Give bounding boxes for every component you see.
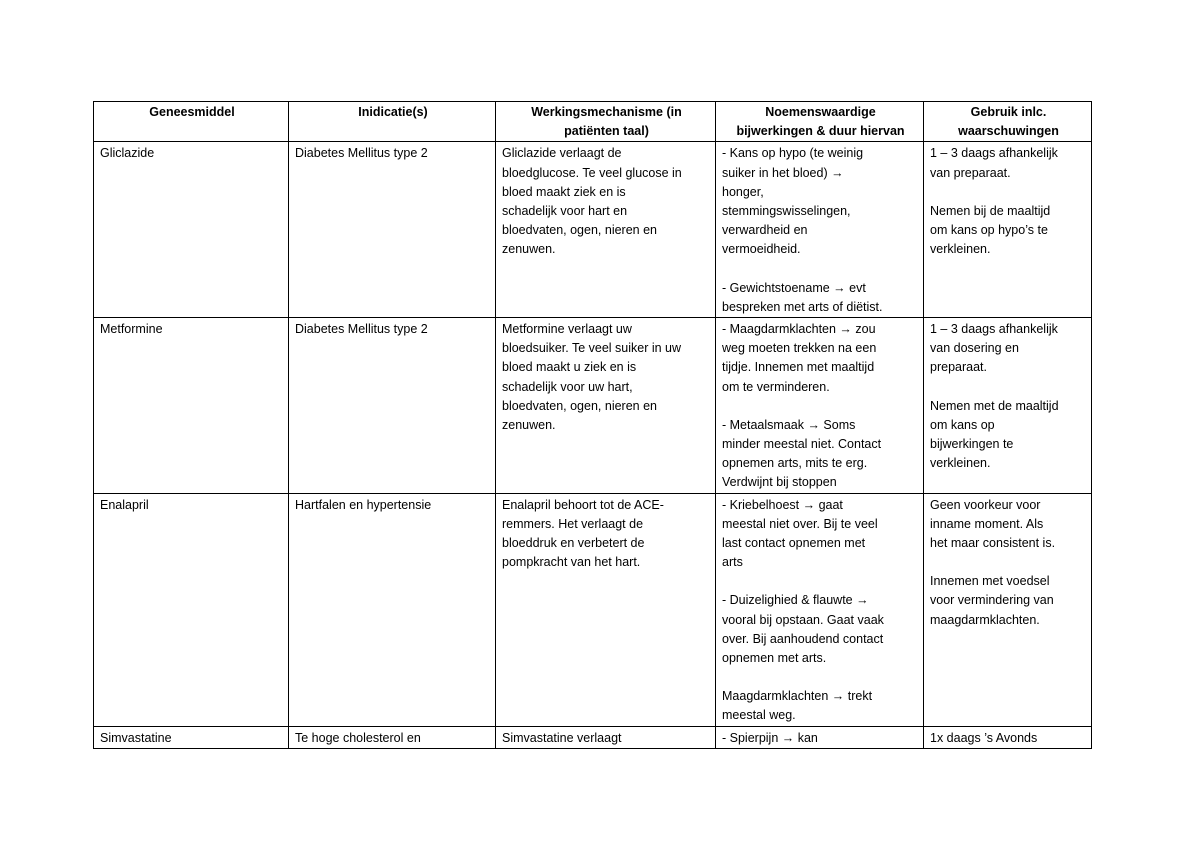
side-effects-cell	[716, 142, 924, 318]
indication-cell: Hartfalen en hypertensie	[289, 493, 496, 726]
table-row	[94, 726, 1092, 748]
side-effects-cell	[716, 318, 924, 494]
usage-paragraph: Nemen bij de maaltijd om kans op hypo’s te verkleinen.	[930, 203, 1051, 257]
side-effect-paragraph: - Maagdarmklachten → zou weg moeten trekken na een tijdje. Innemen met maaltijd om te verminderen.	[722, 322, 877, 394]
side-effect-paragraph: - Kriebelhoest → gaat meestal niet over. Bij te veel last contact opnemen met arts	[722, 497, 878, 570]
side-effect-paragraph: - Duizelighied & flauwte → vooral bij opstaan. Gaat vaak over. Bij aanhoudend contact opnemen met arts.	[722, 593, 884, 666]
drug-cell: Simvastatine	[94, 726, 289, 748]
indication-cell: Te hoge cholesterol en	[289, 726, 496, 748]
drug-cell: Gliclazide	[94, 142, 289, 318]
table-row	[94, 142, 1092, 318]
side-effects-cell	[716, 493, 924, 726]
usage-paragraph: 1 – 3 daags afhankelijk van dosering en preparaat.	[930, 322, 1058, 375]
table-row	[94, 493, 1092, 726]
usage-paragraph: 1 – 3 daags afhankelijk van preparaat.	[930, 146, 1058, 180]
usage-paragraph: 1x daags ’s Avonds	[930, 730, 1038, 745]
usage-cell	[924, 726, 1092, 748]
drug-cell: Enalapril	[94, 493, 289, 726]
usage-cell	[924, 493, 1092, 726]
mechanism-cell: Simvastatine verlaagt	[496, 726, 716, 748]
side-effects-cell	[716, 726, 924, 748]
mechanism-cell: Enalapril behoort tot de ACE- remmers. Het verlaagt de bloeddruk en verbetert de pompkracht van het hart.	[496, 493, 716, 726]
side-effect-paragraph: - Spierpijn → kan	[722, 730, 818, 745]
usage-paragraph: Geen voorkeur voor inname moment. Als het maar consistent is.	[930, 497, 1056, 551]
header-side-effects: Noemenswaardige bijwerkingen & duur hiervan	[716, 102, 924, 142]
side-effect-paragraph: Maagdarmklachten → trekt meestal weg.	[722, 689, 873, 723]
side-effect-paragraph: - Kans op hypo (te weinig suiker in het bloed) → honger, stemmingswisselingen, verwardheid en vermoeidheid.	[722, 146, 864, 257]
indication-cell: Diabetes Mellitus type 2	[289, 142, 496, 318]
header-indication: Inidicatie(s)	[289, 102, 496, 142]
indication-cell: Diabetes Mellitus type 2	[289, 318, 496, 494]
header-drug: Geneesmiddel	[94, 102, 289, 142]
side-effect-paragraph: - Gewichtstoename → evt bespreken met arts of diëtist.	[722, 280, 883, 314]
usage-paragraph: Innemen met voedsel voor vermindering van maagdarmklachten.	[930, 574, 1054, 627]
mechanism-cell: Metformine verlaagt uw bloedsuiker. Te veel suiker in uw bloed maakt u ziek en is schadelijk voor uw hart, bloedvaten, ogen, nieren en zenuwen.	[496, 318, 716, 494]
usage-paragraph: Nemen met de maaltijd om kans op bijwerkingen te verkleinen.	[930, 398, 1059, 471]
table-row	[94, 318, 1092, 494]
side-effect-paragraph: - Metaalsmaak → Soms minder meestal niet. Contact opnemen arts, mits te erg. Verdwijnt bij stoppen	[722, 417, 882, 490]
usage-cell	[924, 318, 1092, 494]
table-header-row	[94, 102, 1092, 142]
header-mechanism: Werkingsmechanisme (in patiënten taal)	[496, 102, 716, 142]
header-usage: Gebruik inlc. waarschuwingen	[924, 102, 1092, 142]
usage-cell	[924, 142, 1092, 318]
drug-cell: Metformine	[94, 318, 289, 494]
medication-table	[93, 101, 1092, 749]
mechanism-cell: Gliclazide verlaagt de bloedglucose. Te veel glucose in bloed maakt ziek en is schadelijk voor hart en bloedvaten, ogen, nieren en zenuwen.	[496, 142, 716, 318]
